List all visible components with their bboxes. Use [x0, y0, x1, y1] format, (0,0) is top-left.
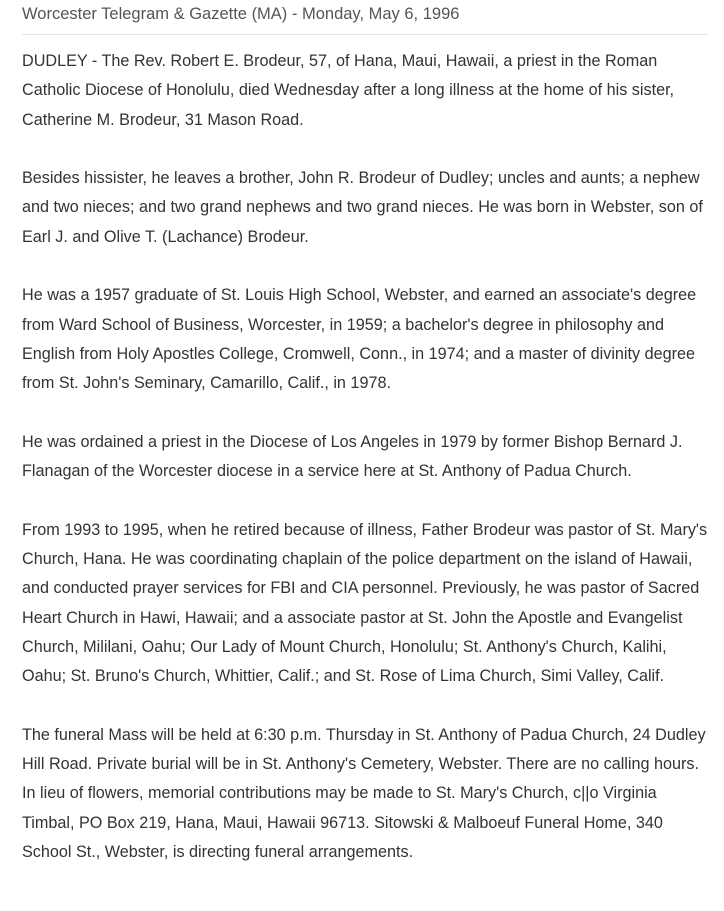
paragraph-funeral: The funeral Mass will be held at 6:30 p.m. Thursday in St. Anthony of Padua Church, 24 Dudley Hill Road. Private burial will be in St. Anthony's Cemetery, Webster. There are no calling hours. In lieu of flowers, memorial contributions may be made to St. Mary's Church, c||o Virginia Timbal, PO Box 219, Hana, Maui, Hawaii 96713. Sitowski & Malboeuf Funeral Home, 340 School St., Webster, is directing funeral arrangements. — [22, 725, 706, 862]
divider — [22, 34, 708, 35]
publication-source: Worcester Telegram & Gazette (MA) - Monday, May 6, 1996 — [22, 5, 460, 23]
obituary-body — [22, 47, 712, 897]
paragraph-career: From 1993 to 1995, when he retired because of illness, Father Brodeur was pastor of St. Mary's Church, Hana. He was coordinating chaplain of the police department on the island of Hawaii, and conducted prayer services for FBI and CIA personnel. Previously, he was pastor of Sacred Heart Church in Hawi, Hawaii; and a associate pastor at St. John the Apostle and Evangelist Church, Mililani, Oahu; Our Lady of Mount Church, Honolulu; St. Anthony's Church, Kalihi, Oahu; St. Bruno's Church, Whittier, Calif.; and St. Rose of Lima Church, Simi Valley, Calif. — [22, 520, 708, 686]
paragraph-education: He was a 1957 graduate of St. Louis High School, Webster, and earned an associate's degree from Ward School of Business, Worcester, in 1959; a bachelor's degree in philosophy and English from Holy Apostles College, Cromwell, Conn., in 1974; and a master of divinity degree from St. John's Seminary, Camarillo, Calif., in 1978. — [22, 286, 697, 393]
paragraph-intro: DUDLEY - The Rev. Robert E. Brodeur, 57, of Hana, Maui, Hawaii, a priest in the Roman Catholic Diocese of Honolulu, died Wednesday after a long illness at the home of his sister, Catherine M. Brodeur, 31 Mason Road. — [22, 52, 675, 129]
paragraph-ordination: He was ordained a priest in the Diocese of Los Angeles in 1979 by former Bishop Bernard J. Flanagan of the Worcester diocese in a service here at St. Anthony of Padua Church. — [22, 432, 683, 481]
paragraph-survivors: Besides hissister, he leaves a brother, John R. Brodeur of Dudley; uncles and aunts; a nephew and two nieces; and two grand nephews and two grand nieces. He was born in Webster, son of Earl J. and Olive T. (Lachance) Brodeur. — [22, 169, 703, 246]
